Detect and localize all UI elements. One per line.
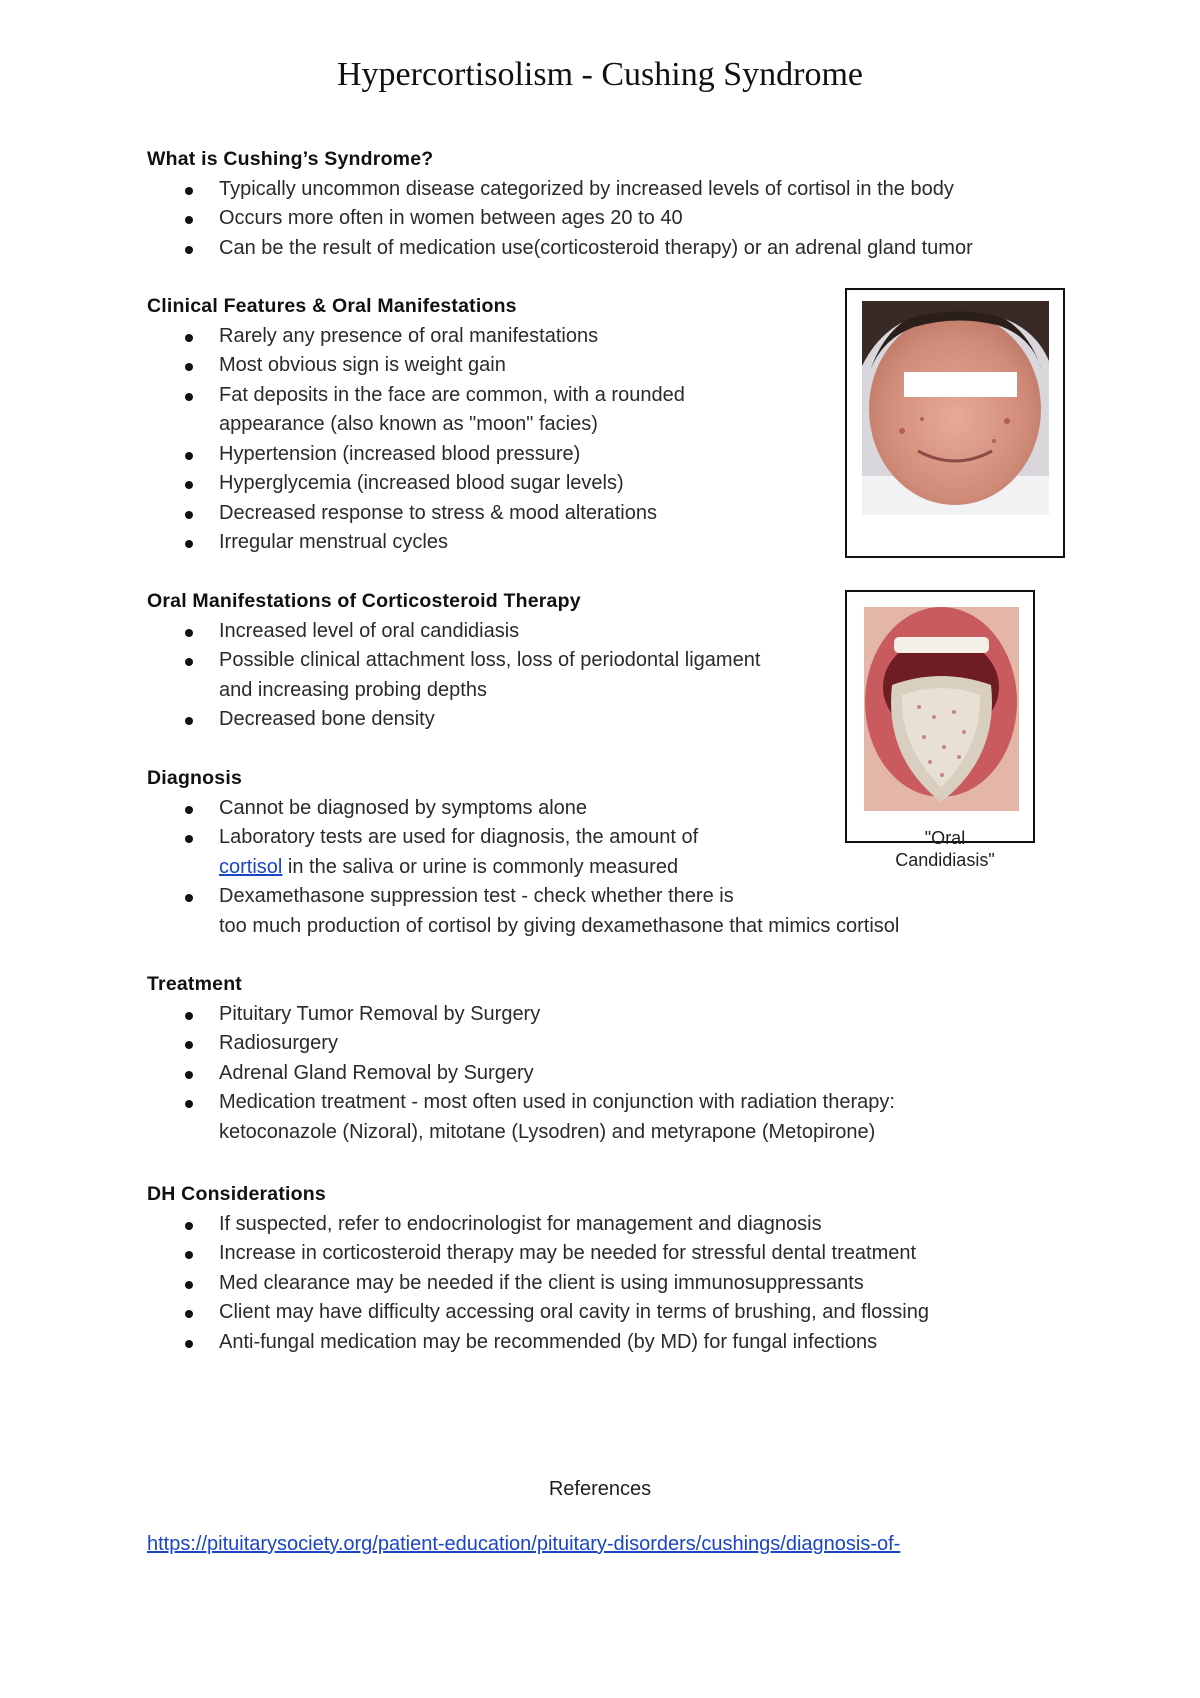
reference-link[interactable]: https://pituitarysociety.org/patient-education/pituitary-disorders/cushings/diagnosis-of- bbox=[147, 1533, 901, 1555]
section-clinical-features bbox=[147, 292, 685, 558]
section-oral-manifestations bbox=[147, 587, 760, 735]
list-item: Increased level of oral candidiasis bbox=[147, 617, 760, 647]
list-item: Irregular menstrual cycles bbox=[147, 528, 685, 558]
list-item: Laboratory tests are used for diagnosis, the amount of cortisol in the saliva or urine is commonly measured bbox=[147, 823, 899, 882]
moon-facies-figure-frame bbox=[845, 288, 1065, 558]
list-item: Rarely any presence of oral manifestations bbox=[147, 322, 685, 352]
tongue-image-icon bbox=[864, 607, 1019, 811]
list-item: If suspected, refer to endocrinologist for management and diagnosis bbox=[147, 1210, 929, 1240]
bullet-list bbox=[147, 1210, 929, 1358]
list-item: Can be the result of medication use(corticosteroid therapy) or an adrenal gland tumor bbox=[147, 234, 973, 264]
list-item: Dexamethasone suppression test - check whether there is too much production of cortisol by giving dexamethasone that mimics cortisol bbox=[147, 882, 899, 941]
face-image-icon bbox=[862, 301, 1049, 515]
bullet-list bbox=[147, 617, 760, 735]
list-item: Pituitary Tumor Removal by Surgery bbox=[147, 1000, 895, 1030]
list-item: Most obvious sign is weight gain bbox=[147, 351, 685, 381]
section-heading: DH Considerations bbox=[147, 1183, 326, 1205]
list-item: Anti-fungal medication may be recommended (by MD) for fungal infections bbox=[147, 1328, 929, 1358]
section-what-is bbox=[147, 145, 973, 263]
section-heading: Treatment bbox=[147, 973, 242, 995]
oral-candidiasis-caption: "Oral Candidiasis" bbox=[895, 828, 995, 870]
list-item: Hypertension (increased blood pressure) bbox=[147, 440, 685, 470]
cortisol-link[interactable]: cortisol bbox=[219, 855, 283, 878]
section-heading: Clinical Features & Oral Manifestations bbox=[147, 295, 517, 317]
section-dh-considerations bbox=[147, 1180, 929, 1357]
list-item: Possible clinical attachment loss, loss of periodontal ligament and increasing probing depths bbox=[147, 646, 760, 705]
bullet-list bbox=[147, 322, 685, 558]
section-treatment bbox=[147, 970, 895, 1147]
list-item: Decreased response to stress & mood alterations bbox=[147, 499, 685, 529]
list-item: Occurs more often in women between ages 20 to 40 bbox=[147, 204, 973, 234]
oral-candidiasis-figure-frame bbox=[845, 590, 1035, 843]
section-diagnosis bbox=[147, 764, 899, 941]
list-item: Medication treatment - most often used in conjunction with radiation therapy: ketoconazole (Nizoral), mitotane (Lysodren) and metyrapone (Metopirone) bbox=[147, 1088, 895, 1147]
list-item: Adrenal Gland Removal by Surgery bbox=[147, 1059, 895, 1089]
oral-candidiasis-photo bbox=[864, 607, 1019, 811]
document-title: Hypercortisolism - Cushing Syndrome bbox=[336, 56, 864, 93]
references-heading: References bbox=[548, 1478, 652, 1500]
section-heading: Oral Manifestations of Corticosteroid Therapy bbox=[147, 590, 581, 612]
bullet-list bbox=[147, 175, 973, 264]
list-item: Med clearance may be needed if the client is using immunosuppressants bbox=[147, 1269, 929, 1299]
list-item: Typically uncommon disease categorized by increased levels of cortisol in the body bbox=[147, 175, 973, 205]
bullet-list bbox=[147, 1000, 895, 1148]
bullet-list bbox=[147, 794, 899, 942]
list-item: Hyperglycemia (increased blood sugar levels) bbox=[147, 469, 685, 499]
list-item: Radiosurgery bbox=[147, 1029, 895, 1059]
list-item: Decreased bone density bbox=[147, 705, 760, 735]
list-item: Cannot be diagnosed by symptoms alone bbox=[147, 794, 899, 824]
list-item: Increase in corticosteroid therapy may be needed for stressful dental treatment bbox=[147, 1239, 929, 1269]
moon-facies-photo bbox=[862, 301, 1049, 515]
list-item: Fat deposits in the face are common, with a rounded appearance (also known as "moon" facies) bbox=[147, 381, 685, 440]
section-heading: Diagnosis bbox=[147, 767, 242, 789]
list-item: Client may have difficulty accessing oral cavity in terms of brushing, and flossing bbox=[147, 1298, 929, 1328]
section-heading: What is Cushing’s Syndrome? bbox=[147, 148, 434, 170]
